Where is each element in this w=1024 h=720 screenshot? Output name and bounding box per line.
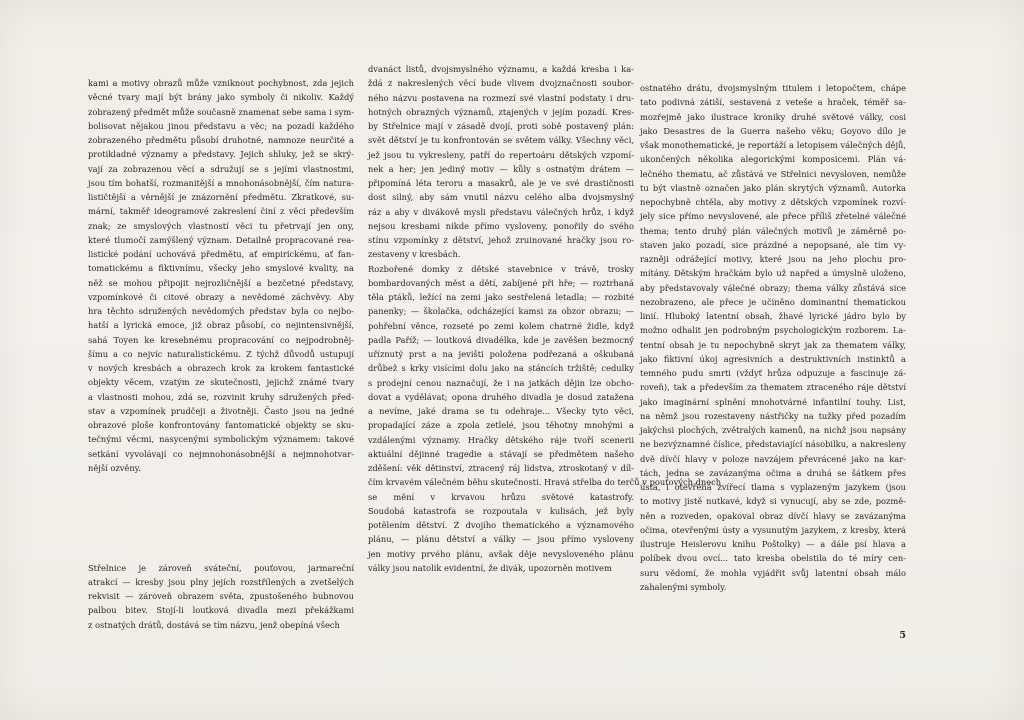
text-line: s prodejní cenou naznačují, že i na jatkách dějin lze obcho- — [368, 377, 634, 388]
text-line: aktuální dějinné tragedie a stávají se předmětem našeho — [368, 448, 634, 459]
text-line: Střelnice je zároveň sváteční, pouťovou, jarmareční — [88, 562, 354, 573]
text-line: jakýchsi plochých, zvětralých kamenů, na nichž jsou napsány — [640, 425, 906, 435]
text-line: zestaveny v kresbách. — [368, 249, 461, 260]
text-line: atrakcí — kresby jsou plny jejích rozstřílených a zvetšelých — [88, 576, 354, 587]
text-line: něn a rozveden, opakoval obraz dívčí hlavy se zavázanýma — [640, 510, 906, 521]
text-line: lističtější a věrnější je znázornění předmětu. Zkratkové, su- — [88, 192, 354, 202]
text-line: dost silný, aby sám vnutil názvu celého alba dvojsmyslný — [368, 192, 634, 203]
text-line: dovat a vydělávat; opona druhého divadla je dosud zatažena — [368, 391, 634, 402]
text-line: jež jsou tu vykresleny, patří do repertoáru dětských vzpomí- — [368, 149, 634, 160]
text-line: tu být vlastně označen jako plán skrytých významů. Autorka — [640, 182, 906, 193]
text-line: zděšení: věk dětinství, ztracený ráj lidstva, ztroskotaný v díl- — [368, 463, 634, 473]
text-line: nepochybně chtěla, aby motivy z dětských vzpomínek rozví- — [640, 197, 906, 207]
text-line: propadající záze a zpola zetlelé, jsou těhotny mnohými a — [368, 420, 634, 431]
text-line: zahalenými symboly. — [640, 581, 727, 592]
text-line: které tlumočí zamýšlený význam. Detailně propracované rea- — [88, 234, 354, 245]
text-column-2 — [368, 62, 722, 575]
text-column-3 — [640, 81, 906, 594]
text-line: ústa, i otevřená zvířecí tlama s vyplazeným jazykem (jsou — [640, 482, 906, 492]
text-line: ráz a aby v divákově mysli představu válečných hrůz, i když — [368, 206, 634, 217]
text-line: jako Desastres de la Guerra našeho věku; Goyovo dílo je — [640, 125, 906, 136]
text-line: to motivy jistě nutkavé, když si vynucují, aby se zde, pozmě- — [640, 496, 906, 507]
text-line: potělením dětství. Z dvojího thematického a významového — [368, 520, 634, 530]
text-line: stínu vzpomínky z dětství, jehož zruinované hračky jsou ro- — [368, 235, 634, 245]
text-line: linií. Hluboký latentní obsah, žhavé lyrické jádro bylo by — [640, 311, 906, 321]
text-line: temného pudu smrti (vždyť hrůza odpuzuje a fascinuje zá- — [640, 368, 906, 378]
text-line: připomíná léta teroru a masakrů, ale je ve své drastičnosti — [368, 178, 634, 188]
text-line: protikladné významy a představy. Jejich shluky, jež se skrý- — [88, 149, 354, 160]
paragraph-gap — [88, 475, 354, 518]
text-line: nejsou kresbami nikde přímo vysloveny, ponořily do svého — [368, 220, 634, 231]
text-line: čím krvavém válečném běhu skutečnosti. Hravá střelba do terčů v pouťových dnech — [368, 477, 722, 488]
text-line: věcné tvary mají být brány jako symboly či nikoliv. Každý — [88, 92, 354, 103]
text-line: pohřební věnce, rozseté po zemi kolem chatrné židle, když — [368, 320, 634, 331]
text-line: staven jako pozadí, sice prázdné a nepopsané, ale tím vy- — [640, 239, 906, 250]
text-line: nek a her; jen jediný motiv — kůly s ostnatým drátem — — [368, 163, 634, 174]
text-column-1 — [88, 76, 354, 632]
text-line: ilustruje Heislerovu knihu Poštolky) — a dále psí hlava a — [640, 539, 906, 549]
text-line: sahá Toyen ke kresebnému propracování co nejpodrobněj- — [88, 334, 354, 345]
text-line: aby představovaly válečné obrazy; thema války zůstává sice — [640, 282, 906, 293]
text-line: panenky; — školačka, odcházející kamsi za obzor obrazu; — — [368, 306, 634, 317]
text-line: vzpomínkové či citové obrazy a nevědomé záchvěvy. Aby — [88, 291, 354, 302]
text-line: mítány. Dětským hračkám bylo už napřed a úmyslně uloženo, — [640, 268, 906, 279]
text-line: vají za zobrazenou věcí a sdružují se s jejími vlastnostmi, — [88, 163, 354, 174]
text-line: kami a motivy obrazů může vzniknout pochybnost, zda jejich — [88, 78, 354, 88]
text-line: svět dětství je tu konfrontován se světem války. Všechny věci, — [368, 135, 634, 146]
text-line: tomatickému a fiktivnímu, všecky jeho smyslové kvality, na — [88, 263, 354, 274]
text-line: se mění v krvavou hrůzu světové katastrofy. — [368, 491, 634, 502]
text-line: by Střelnice mají v zásadě dvojí, proti sobě postavený plán: — [368, 121, 634, 131]
text-line: plánu, — plánu dětství a války — jsou přímo vysloveny — [368, 534, 634, 545]
text-line: jako fiktivní úkoj agresivních a destruktivních instinktů a — [640, 353, 906, 364]
text-line: hotných obrazných významů, ztajených v jejím pozadí. Kres- — [368, 106, 634, 117]
text-line: dvanáct listů, dvojsmyslného významu, a každá kresba i ka- — [368, 64, 634, 74]
text-line: roveň), tak a především za thematem ztraceného ráje dětství — [640, 382, 906, 393]
text-line: setkání vyvolávají co nejmnohonásobnější a nejmnohotvar- — [88, 448, 354, 459]
text-line: lečného thematu, ač zůstává ve Střelnici nevysloven, nemůže — [640, 168, 906, 179]
text-line: listické podání uchovává předmětu, ať empirickému, ať fan- — [88, 249, 354, 259]
text-line: mozřejmě jako ilustrace kroniky druhé světové války, cosi — [640, 111, 906, 122]
text-line: vzdálenými významy. Hračky dětského ráje tvoří scenerii — [368, 434, 634, 445]
text-line: války jsou natolik evidentní, že divák, upozorněn motivem — [368, 562, 612, 573]
text-line: a nevíme, jaké drama se tu odehraje... Všecky tyto věci, — [368, 406, 634, 416]
text-line: suru vědomí, že mohla vyjádřit svůj latentní obsah málo — [640, 567, 906, 578]
text-line: bombardovaných měst a dětí, zabíjené při hře; — roztrhaná — [368, 277, 634, 288]
text-line: objekty věcem, vzatým ze skutečnosti, jejichž známé tvary — [88, 377, 354, 388]
text-line: stav a vzpomínek prudčeji a životněji. Často jsou na jedné — [88, 405, 354, 416]
text-line: z ostnatých drátů, dostává se tím názvu, jenž obepíná všech — [88, 619, 340, 630]
text-line: obrazové ploše konfrontovány fantomatické objekty se sku- — [88, 420, 354, 430]
text-line: jsou tím bohatší, rozmanitější a mnohonásobnější, čím natura- — [88, 177, 354, 188]
paragraph-gap — [88, 518, 354, 561]
text-line: nezobrazeno, ale přece je učiněno dominantní thematickou — [640, 296, 906, 307]
text-line: mární, takměř ideogramové zakreslení činí z věci především — [88, 206, 354, 217]
text-line: tato podivná zátiší, sestavená z veteše a hraček, téměř sa- — [640, 97, 906, 108]
text-line: jely sice přímo nevyslovené, ale přece příliš zřetelné válečné — [640, 211, 906, 222]
text-line: tečnými věcmi, nasycenými symbolickým významem: takové — [88, 434, 354, 445]
text-line: však monothematické, je reportáží a letopisem válečných dějů, — [640, 140, 906, 150]
text-line: šímu a co nejvíc naturalistickému. Z týchž důvodů ustupují — [88, 348, 354, 359]
text-line: palbou bitev. Stojí-li loutková divadla mezi překážkami — [88, 605, 354, 616]
text-line: hatší a lyrická emoce, již obraz působí, co nejintensivnější, — [88, 320, 354, 331]
text-line: uříznutý prst a na jevišti položena podřezaná a oškubaná — [368, 349, 634, 359]
text-line: jako imaginární splnění mnohotvárné infantilní touhy. List, — [640, 396, 906, 407]
text-line: bolisovat nějakou jinou představu a věc; na pozadí každého — [88, 120, 354, 131]
text-line: Soudobá katastrofa se rozpoutala v kulisách, jež byly — [368, 505, 634, 516]
text-line: Rozbořené domky z dětské stavebnice v trávě, trosky — [368, 263, 634, 274]
text-line: očima, otevřenými ústy a vysunutým jazykem, z kresby, která — [640, 524, 906, 535]
text-line: dvě dívčí hlavy v poloze navzájem převrácené jako na kar- — [640, 453, 906, 464]
text-line: hra těchto sdružených nevědomých představ byla co nejbo- — [88, 306, 354, 316]
text-line: rekvisit — zároveň obrazem světa, zpustošeného bubnovou — [88, 591, 354, 601]
text-line: ostnatého drátu, dvojsmyslným titulem i letopočtem, chápe — [640, 83, 906, 93]
page-number: 5 — [899, 630, 906, 641]
text-line: drůbež s krky visícími dolu jako na stáncích tržiště; cedulky — [368, 363, 634, 374]
text-line: těla ptáků, ležící na zemi jako sestřelená letadla; — rozbité — [368, 292, 634, 302]
text-line: jen motivy prvého plánu, avšak děje nevysloveného plánu — [368, 548, 634, 559]
text-line: zobrazeného předmětu působí druhotné, namnoze neurčité a — [88, 135, 354, 145]
text-line: ného názvu postavena na rozmezí své vlastní podstaty i dru- — [368, 92, 634, 103]
text-line: zobrazený předmět může současně znamenat sebe sama i sym- — [88, 106, 354, 117]
text-line: něž se mohou připojit nejrozličnější a bezčetné představy, — [88, 277, 354, 288]
text-line: znak; ze smyslových vlastností věci tu přetrvají jen ony, — [88, 220, 354, 231]
text-line: ždá z nakreslených věcí bude vlivem dvojznačnosti soubor- — [368, 78, 634, 89]
text-line: ukončených několika alegorickými komposicemi. Plán vá- — [640, 154, 906, 165]
text-line: tách, jedna se zavázanýma očima a druhá se šátkem přes — [640, 467, 906, 478]
text-line: padla Paříž; — loutková divadélka, kde je zavěšen bezmocný — [368, 334, 634, 345]
text-line: nější ozvěny. — [88, 462, 141, 473]
text-line: v nových kresbách a obrazech krok za krokem fantastické — [88, 363, 354, 373]
text-line: políbek dvou ovcí... tato kresba obelstila do té míry cen- — [640, 553, 906, 564]
text-line: tentní obsah je tu nepochybně skryt jak za thematem války, — [640, 339, 906, 350]
text-line: možno odhalit jen podrobným psychologickým rozborem. La- — [640, 325, 906, 336]
text-line: na němž jsou rozestaveny nástřičky na tužky před pozadím — [640, 410, 906, 421]
text-line: a vlastnosti mohou, zdá se, rozvinit kruhy sdružených před- — [88, 391, 354, 402]
text-line: thema; tento druhý plán válečných motivů je záměrně po- — [640, 225, 906, 236]
text-line: razněji odrážející motivy, které jsou na jeho plochu pro- — [640, 254, 906, 264]
text-line: ne bezvýznamné číslice, představiající násobilku, a nakresleny — [640, 439, 906, 450]
